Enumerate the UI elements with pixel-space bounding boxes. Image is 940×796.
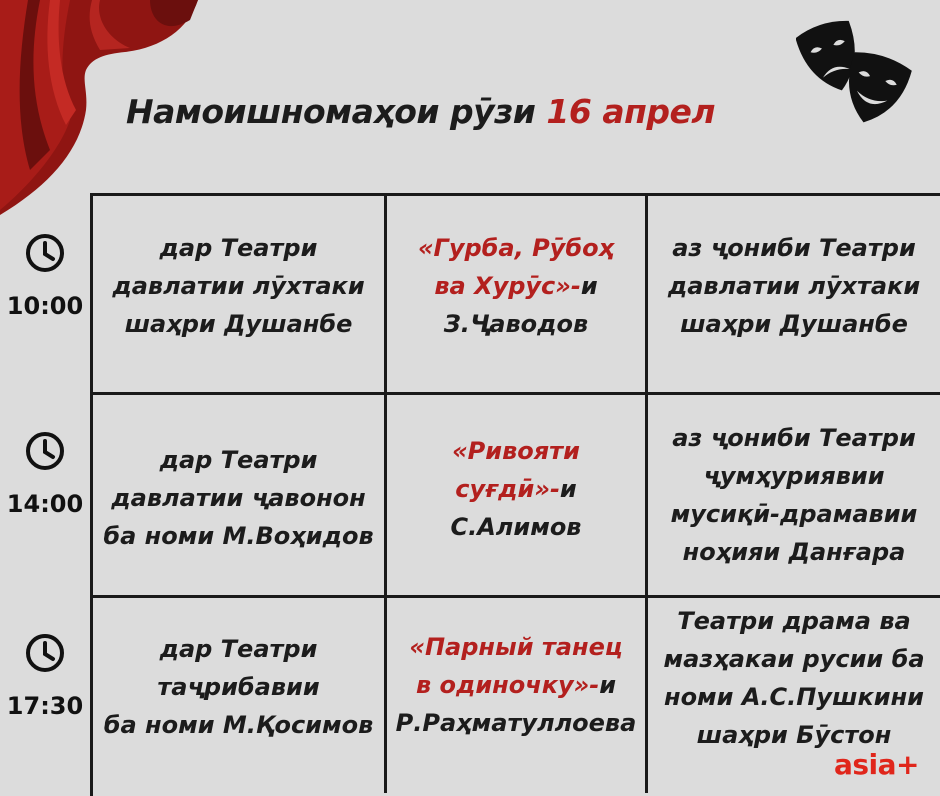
- clock-icon: [24, 632, 66, 674]
- time-slot: [0, 632, 90, 720]
- play-suffix: и: [580, 272, 598, 300]
- play-suffix: и: [599, 671, 617, 699]
- theatre-masks-icon: [796, 20, 912, 132]
- company-line: шаҳри Душанбе: [680, 310, 908, 338]
- asia-plus-logo: asia+: [834, 748, 920, 781]
- play-title-line: «Гурба, Рӯбоҳ: [417, 234, 615, 262]
- play-title-line: «Ривояти: [452, 437, 580, 465]
- time-slot: [0, 232, 90, 320]
- venue-line: давлатии ҷавонон: [111, 484, 366, 512]
- title-date: 16 апрел: [546, 92, 716, 131]
- play-cell: [387, 598, 645, 788]
- company-line: мусиқӣ-драмавии: [670, 500, 918, 528]
- play-title-line: суғдӣ»-: [455, 475, 560, 503]
- time-label: 10:00: [6, 292, 84, 320]
- time-label: 17:30: [6, 692, 84, 720]
- play-cell: [387, 196, 645, 392]
- venue-line: ба номи М.Қосимов: [103, 711, 374, 739]
- company-line: Театри драма ва: [677, 607, 911, 635]
- venue-cell: [93, 598, 384, 788]
- company-cell: [648, 598, 940, 758]
- time-label: 14:00: [6, 490, 84, 518]
- venue-cell: [93, 196, 384, 392]
- venue-line: шаҳри Душанбе: [124, 310, 353, 338]
- company-line: аз ҷониби Театри: [672, 234, 916, 262]
- venue-line: дар Театри: [159, 234, 318, 262]
- play-title-line: ва Хурӯс»-: [434, 272, 581, 300]
- company-line: мазҳакаи русии ба: [663, 645, 925, 673]
- company-line: давлатии лӯхтаки: [667, 272, 921, 300]
- venue-cell: [93, 395, 384, 595]
- company-line: ноҳияи Данғара: [682, 538, 906, 566]
- venue-line: дар Театри: [159, 446, 318, 474]
- venue-line: таҷрибавии: [157, 673, 320, 701]
- clock-icon: [24, 430, 66, 472]
- play-suffix: и: [559, 475, 577, 503]
- play-author: Р.Раҳматуллоева: [395, 709, 637, 737]
- play-cell: [387, 395, 645, 595]
- play-title-line: «Парный танец: [409, 633, 623, 661]
- play-title-line: в одиночку»-: [415, 671, 600, 699]
- company-cell: [648, 395, 940, 595]
- clock-icon: [24, 232, 66, 274]
- company-line: шаҳри Бӯстон: [696, 721, 892, 749]
- company-cell: [648, 196, 940, 392]
- page-title: [126, 92, 715, 131]
- company-line: аз ҷониби Театри: [672, 424, 916, 452]
- play-author: З.Ҷаводов: [443, 310, 589, 338]
- time-slot: [0, 430, 90, 518]
- company-line: номи А.С.Пушкини: [663, 683, 924, 711]
- play-author: С.Алимов: [450, 513, 582, 541]
- venue-line: ба номи М.Воҳидов: [103, 522, 374, 550]
- title-text: Намоишномаҳои рӯзи: [126, 92, 536, 131]
- company-line: ҷумҳуриявии: [703, 462, 885, 490]
- venue-line: дар Театри: [159, 635, 318, 663]
- venue-line: давлатии лӯхтаки: [112, 272, 365, 300]
